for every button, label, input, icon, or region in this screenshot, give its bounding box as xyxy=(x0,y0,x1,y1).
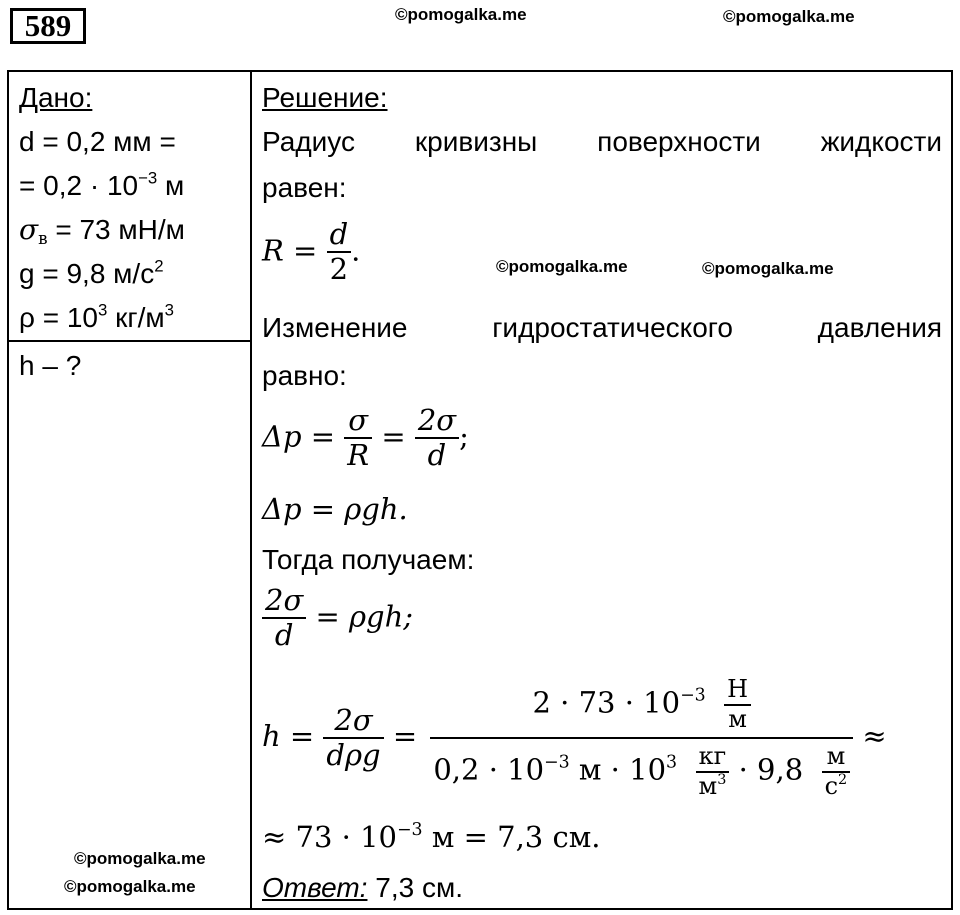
horizontal-divider xyxy=(9,340,250,342)
solution-paragraph-2: Изменение гидростатического давления xyxy=(262,312,942,343)
solution-paragraph-3: Тогда получаем: xyxy=(262,544,475,575)
formula-result: ≈ $73 \cdot 10^{-3}$ м = 7,3 см. xyxy=(262,819,601,854)
answer-value: 7,3 см. xyxy=(367,872,463,903)
answer-line xyxy=(262,872,463,904)
answer-label: Ответ: xyxy=(262,872,368,903)
formula-equation: $\frac{2\sigma}{d}$ = ρgh; xyxy=(262,584,413,653)
given-line-d: d = 0,2 мм = xyxy=(19,126,176,157)
solution-title: Решение: xyxy=(262,82,388,113)
find-line: h – ? xyxy=(19,350,82,381)
watermark: ©pomogalka.me xyxy=(74,849,206,868)
given-title: Дано: xyxy=(19,82,93,113)
given-line-sigma: $\sigma_в = 73$ мН/м xyxy=(19,213,185,249)
formula-radius: R = $\frac{d}{2}$ . xyxy=(262,217,361,287)
given-line-g: g = 9,8 $м/с^2$ xyxy=(19,256,164,289)
task-number: 589 xyxy=(10,8,86,44)
watermark: ©pomogalka.me xyxy=(395,5,527,24)
watermark: ©pomogalka.me xyxy=(723,7,855,26)
formula-hydrostatic: Δp = ρgh. xyxy=(262,492,408,526)
watermark: ©pomogalka.me xyxy=(702,259,834,278)
vertical-divider xyxy=(250,72,252,908)
watermark: ©pomogalka.me xyxy=(64,877,196,896)
given-line-d-si: = $0,2 \cdot 10^{-3}$ м xyxy=(19,168,185,201)
solution-paragraph-2-end: равно: xyxy=(262,360,347,391)
formula-pressure-change: Δp = $\frac{\sigma}{R}$ = $\frac{2\sigma}{d}$ ; xyxy=(262,403,469,473)
solution-paragraph-1-end: равен: xyxy=(262,172,347,203)
solution-paragraph-1: Радиус кривизны поверхности жидкости xyxy=(262,126,942,157)
watermark: ©pomogalka.me xyxy=(496,257,628,276)
formula-height: h = $\frac{2\sigma}{\text{dρg}}$ = $2 \cdot 73 \cdot 10^{-3}$ $\frac{Н}{м}$ $0,2 \cdot 10^{-3}$ $м \cdot 10^3$ $\frac{кг}{м^3}$ · 9,8 $\frac{м}{с^2}$ ≈ xyxy=(262,675,887,800)
solution-table xyxy=(7,70,953,910)
given-line-rho: $\rho = 10^3$ $кг/м^3$ xyxy=(19,300,174,333)
